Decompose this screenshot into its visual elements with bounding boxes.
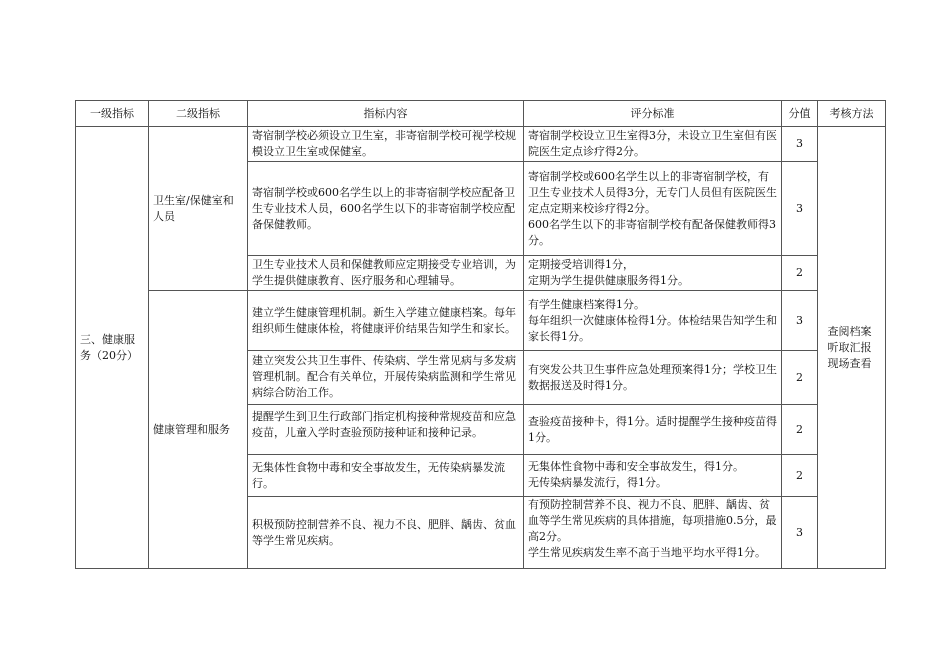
score-cell: 3	[782, 291, 818, 351]
criteria-cell	[524, 291, 782, 351]
criteria-cell	[524, 405, 782, 455]
header-method: 考核方法	[818, 101, 886, 127]
header-level1: 一级指标	[76, 101, 149, 127]
criteria-text: 有突发公共卫生事件应急处理预案得1分；学校卫生数据报送及时得1分。	[528, 362, 777, 392]
criteria-text: 有预防控制营养不良、视力不良、肥胖、龋齿、贫血等学生常见疾病的具体措施，每项措施0.5分，最高2分。 学生常见疾病发生率不高于当地平均水平得1分。	[528, 498, 777, 559]
content-cell	[248, 291, 524, 351]
content-text: 建立突发公共卫生事件、传染病、学生常见病与多发病管理机制。配合有关单位，开展传染病监测和学生常见病综合防治工作。	[252, 353, 516, 399]
score-cell: 2	[782, 256, 818, 291]
criteria-text: 寄宿制学校设立卫生室得3分，未设立卫生室但有医院医生定点诊疗得2分。	[528, 129, 777, 158]
criteria-text: 有学生健康档案得1分。 每年组织一次健康体检得1分。体检结果告知学生和家长得1分。	[528, 297, 777, 343]
score-cell: 3	[782, 497, 818, 569]
content-cell	[248, 497, 524, 569]
content-text: 提醒学生到卫生行政部门指定机构接种常规疫苗和应急疫苗，儿童入学时查验预防接种证和接种记录。	[252, 409, 516, 439]
level1-cell: 三、健康服务（20分）	[76, 127, 149, 569]
score-cell: 3	[782, 162, 818, 256]
method-text: 查阅档案听取汇报现场查看	[827, 324, 872, 370]
content-text: 寄宿制学校必须设立卫生室，非寄宿制学校可视学校规模设立卫生室或保健室。	[252, 129, 516, 158]
content-text: 积极预防控制营养不良、视力不良、肥胖、龋齿、贫血等学生常见疾病。	[252, 517, 516, 547]
method-cell	[818, 127, 886, 569]
level2-cell-health: 健康管理和服务	[149, 291, 248, 569]
header-score: 分值	[782, 101, 818, 127]
criteria-text: 寄宿制学校或600名学生以上的非寄宿制学校，有卫生专业技术人员得3分，无专门人员但有医院医生定点定期来校诊疗得2分。 600名学生以下的非寄宿制学校有配备保健教师得3分。	[528, 169, 777, 247]
criteria-cell	[524, 162, 782, 256]
score-cell: 2	[782, 405, 818, 455]
criteria-cell	[524, 256, 782, 291]
level2-cell-staff: 卫生室/保健室和人员	[149, 127, 248, 291]
score-cell: 2	[782, 351, 818, 405]
content-text: 建立学生健康管理机制。新生入学建立健康档案。每年组织师生健康体检，将健康评价结果告知学生和家长。	[252, 305, 516, 335]
criteria-text: 查验疫苗接种卡，得1分。适时提醒学生接种疫苗得1分。	[528, 414, 777, 444]
content-text: 寄宿制学校或600名学生以上的非寄宿制学校应配备卫生专业技术人员，600名学生以下的非寄宿制学校应配备保健教师。	[252, 185, 515, 231]
criteria-cell	[524, 127, 782, 162]
criteria-text: 定期接受培训得1分， 定期为学生提供健康服务得1分。	[528, 258, 689, 287]
score-cell: 2	[782, 455, 818, 497]
header-level2: 二级指标	[149, 101, 248, 127]
criteria-cell	[524, 351, 782, 405]
header-criteria: 评分标准	[524, 101, 782, 127]
evaluation-table	[75, 100, 886, 569]
content-cell	[248, 127, 524, 162]
header-content: 指标内容	[248, 101, 524, 127]
header-row	[76, 101, 886, 127]
criteria-text: 无集体性食物中毒和安全事故发生，得1分。 无传染病暴发流行，得1分。	[528, 459, 744, 489]
content-text: 无集体性食物中毒和安全事故发生，无传染病暴发流行。	[252, 460, 505, 490]
score-cell: 3	[782, 127, 818, 162]
content-cell	[248, 405, 524, 455]
content-cell	[248, 351, 524, 405]
criteria-cell	[524, 455, 782, 497]
table-row	[76, 291, 886, 351]
content-text: 卫生专业技术人员和保健教师应定期接受专业培训，为学生提供健康教育、医疗服务和心理辅导。	[252, 258, 516, 287]
content-cell	[248, 256, 524, 291]
content-cell	[248, 455, 524, 497]
content-cell	[248, 162, 524, 256]
table-row	[76, 127, 886, 162]
criteria-cell	[524, 497, 782, 569]
